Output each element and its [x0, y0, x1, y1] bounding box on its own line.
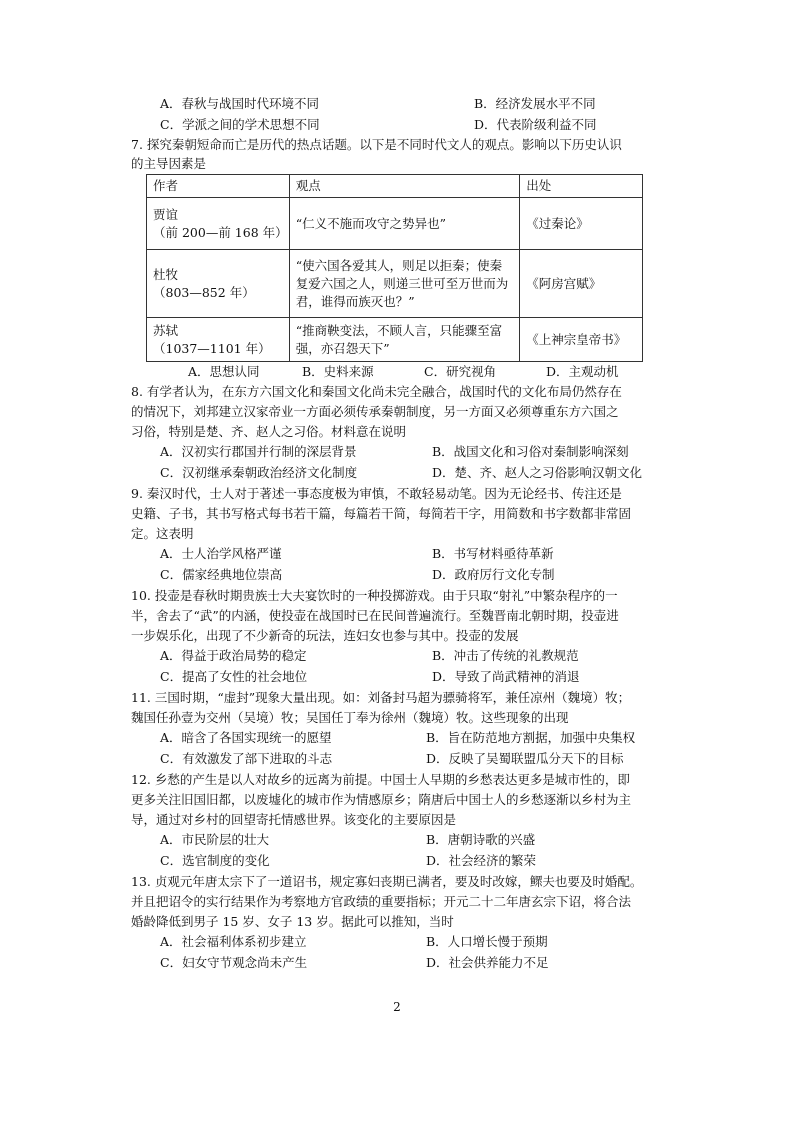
author-name: 苏轼	[153, 322, 179, 338]
q8-option-a: A．汉初实行郡国并行制的深层背景	[160, 444, 357, 459]
q10-option-d: D．导致了尚武精神的消退	[432, 669, 580, 684]
view-cell: “推商鞅变法，不顾人言，只能骤至富强，亦召怨天下”	[289, 318, 519, 362]
author-years: （前 200—前 168 年）	[153, 224, 288, 240]
q7-option-b: B．史料来源	[302, 364, 374, 379]
q13-option-a: A．社会福利体系初步建立	[160, 934, 307, 949]
q13-option-c: C．妇女守节观念尚未产生	[160, 955, 308, 970]
q12-option-d: D．社会经济的繁荣	[426, 853, 537, 868]
q7-table	[146, 174, 643, 362]
q6-option-a: A．春秋与战国时代环境不同	[160, 96, 320, 111]
q12-option-a: A．市民阶层的壮大	[160, 832, 270, 847]
table-row	[147, 198, 643, 250]
q12-stem-line-1: 12. 乡愁的产生是以人对故乡的远离为前提。中国士人早期的乡愁表达更多是城市性的，即	[131, 772, 630, 787]
q11-option-c: C．有效激发了部下进取的斗志	[160, 751, 333, 766]
q7-option-d: D．主观动机	[546, 364, 619, 379]
q10-option-b: B．冲击了传统的礼教规范	[432, 648, 579, 663]
header-author: 作者	[147, 175, 290, 198]
q6-option-c: C．学派之间的学术思想不同	[160, 117, 320, 132]
author-cell	[147, 198, 290, 250]
view-cell: “仁义不施而攻守之势异也”	[289, 198, 519, 250]
q13-stem-line-3: 婚龄降低到男子 15 岁、女子 13 岁。据此可以推知，当时	[131, 914, 454, 929]
page-number: 2	[393, 1000, 401, 1014]
q7-table-header	[147, 175, 643, 198]
q7-stem-line-2: 的主导因素是	[131, 156, 207, 171]
q6-option-d: D．代表阶级利益不同	[474, 117, 597, 132]
header-source: 出处	[520, 175, 643, 198]
view-cell: “使六国各爱其人，则足以拒秦；使秦复爱六国之人，则递三世可至万世而为君，谁得而族灭也？”	[289, 250, 519, 318]
author-years: （803—852 年）	[153, 284, 255, 300]
q12-option-c: C．选官制度的变化	[160, 853, 270, 868]
author-name: 贾谊	[153, 206, 179, 222]
author-cell	[147, 250, 290, 318]
q11-option-a: A．暗含了各国实现统一的愿望	[160, 730, 332, 745]
q12-stem-line-3: 导，通过对乡村的回望寄托情感世界。该变化的主要原因是	[131, 812, 457, 827]
q13-option-b: B．人口增长慢于预期	[426, 934, 548, 949]
q11-stem-line-1: 11. 三国时期，“虚封”现象大量出现。如：刘备封马超为骠骑将军，兼任凉州（魏境）牧；	[131, 690, 631, 705]
q7-stem-line-1: 7. 探究秦朝短命而亡是历代的热点话题。以下是不同时代文人的观点。影响以下历史认识	[131, 137, 622, 152]
author-cell	[147, 318, 290, 362]
q8-stem-line-3: 习俗，特别是楚、齐、赵人之习俗。材料意在说明	[131, 424, 407, 439]
q8-stem-line-1: 8. 有学者认为，在东方六国文化和秦国文化尚未完全融合，战国时代的文化布局仍然存在	[131, 384, 622, 399]
q8-option-c: C．汉初继承秦朝政治经济文化制度	[160, 465, 358, 480]
q10-option-c: C．提高了女性的社会地位	[160, 669, 308, 684]
source-cell: 《阿房宫赋》	[520, 250, 643, 318]
author-name: 杜牧	[153, 266, 179, 282]
q9-stem-line-1: 9. 秦汉时代，士人对于著述一事态度极为审慎，不敢轻易动笔。因为无论经书、传注还是	[131, 486, 622, 501]
q8-stem-line-2: 的情况下，刘邦建立汉家帝业一方面必须传承秦朝制度，另一方面又必须尊重东方六国之	[131, 404, 619, 419]
source-cell: 《过秦论》	[520, 198, 643, 250]
q7-option-c: C．研究视角	[424, 364, 497, 379]
q11-option-b: B．旨在防范地方割据，加强中央集权	[426, 730, 636, 745]
q8-option-d: D．楚、齐、赵人之习俗影响汉朝文化	[432, 465, 643, 480]
q11-option-d: D．反映了吴蜀联盟瓜分天下的目标	[426, 751, 624, 766]
q9-option-b: B．书写材料亟待革新	[432, 546, 554, 561]
q7-option-a: A．思想认同	[188, 364, 260, 379]
q13-option-d: D．社会供养能力不足	[426, 955, 549, 970]
q10-stem-line-1: 10. 投壶是春秋时期贵族士大夫宴饮时的一种投掷游戏。由于只取“射礼”中繁杂程序的一	[131, 588, 618, 603]
q13-stem-line-1: 13. 贞观元年唐太宗下了一道诏书，规定寡妇丧期已满者，要及时改嫁，鳏夫也要及时婚配。	[131, 874, 643, 889]
author-years: （1037—1101 年）	[153, 340, 271, 356]
q9-stem-line-2: 史籍、子书，其书写格式每书若干篇，每篇若干简，每简若干字，用简数和书字数都非常固	[131, 506, 632, 521]
table-row	[147, 318, 643, 362]
header-view: 观点	[289, 175, 519, 198]
q9-option-a: A．士人治学风格严谨	[160, 546, 282, 561]
q10-option-a: A．得益于政治局势的稳定	[160, 648, 307, 663]
q13-stem-line-2: 并且把诏令的实行结果作为考察地方官政绩的重要指标；开元二十二年唐玄宗下诏，将合法	[131, 894, 632, 909]
q11-stem-line-2: 魏国任孙壹为交州（吴境）牧；吴国任丁奉为徐州（魏境）牧。这些现象的出现	[131, 710, 569, 725]
source-cell: 《上神宗皇帝书》	[520, 318, 643, 362]
q8-option-b: B．战国文化和习俗对秦制影响深刻	[432, 444, 629, 459]
q12-stem-line-2: 更多关注旧国旧都，以废墟化的城市作为情感原乡；隋唐后中国士人的乡愁逐渐以乡村为主	[131, 792, 632, 807]
q6-option-b: B．经济发展水平不同	[474, 96, 596, 111]
q9-stem-line-3: 定。这表明	[131, 526, 194, 541]
q9-option-d: D．政府厉行文化专制	[432, 567, 555, 582]
q9-option-c: C．儒家经典地位崇高	[160, 567, 283, 582]
table-row	[147, 250, 643, 318]
q12-option-b: B．唐朝诗歌的兴盛	[426, 832, 536, 847]
q10-stem-line-2: 半，舍去了“武”的内涵，使投壶在战国时已在民间普遍流行。至魏晋南北朝时期，投壶进	[131, 608, 619, 623]
q10-stem-line-3: 一步娱乐化，出现了不少新奇的玩法，连妇女也参与其中。投壶的发展	[131, 628, 519, 643]
